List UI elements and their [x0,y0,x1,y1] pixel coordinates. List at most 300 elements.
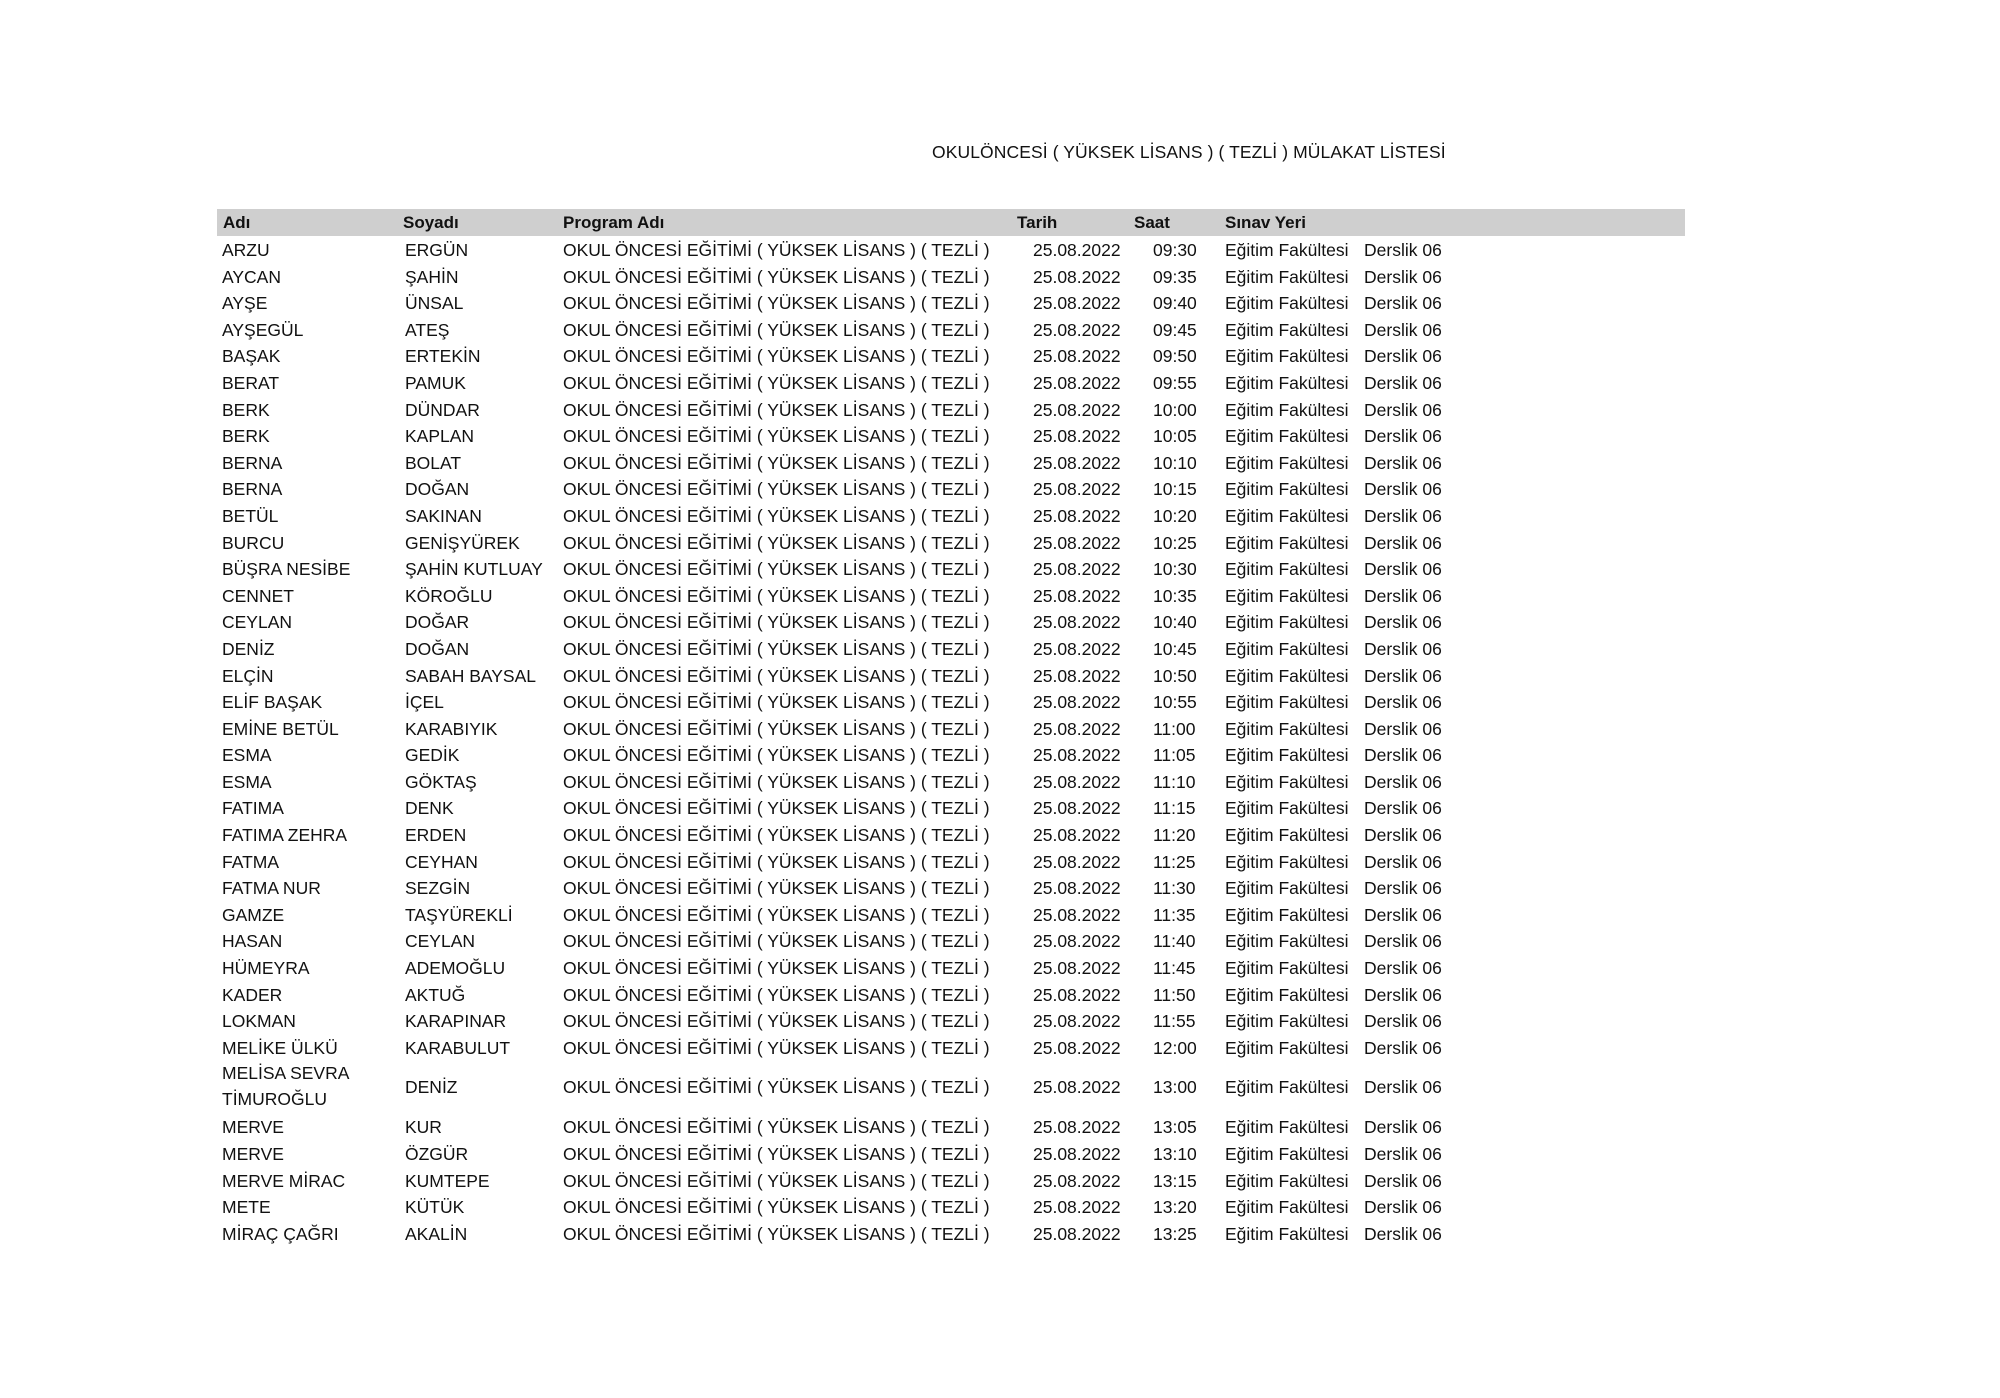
cell-fakulte: Eğitim Fakültesi [1225,612,1349,633]
cell-derslik: Derslik 06 [1364,692,1442,713]
cell-soyad: ERDEN [405,825,467,846]
cell-tarih: 25.08.2022 [1033,505,1121,526]
header-soyad: Soyadı [403,213,459,232]
cell-ad: MERVE [222,1144,284,1164]
cell-program: OKUL ÖNCESİ EĞİTİMİ ( YÜKSEK LİSANS ) ( TEZLİ ) [563,1037,990,1058]
cell-fakulte: Eğitim Fakültesi [1225,798,1349,819]
cell-ad: BERNA [222,452,283,473]
table-row [217,1113,1685,1140]
cell-soyad: İÇEL [405,692,444,713]
cell-fakulte: Eğitim Fakültesi [1225,771,1349,792]
table-row [217,396,1685,423]
cell-soyad: CEYLAN [405,931,476,952]
cell-derslik: Derslik 06 [1364,479,1442,500]
cell-tarih: 25.08.2022 [1033,825,1121,846]
cell-saat: 09:55 [1153,372,1197,393]
cell-derslik: Derslik 06 [1364,1144,1442,1164]
cell-tarih: 25.08.2022 [1033,1011,1121,1032]
cell-fakulte: Eğitim Fakültesi [1225,1011,1349,1032]
table-row [217,263,1685,290]
cell-ad: BAŞAK [222,346,281,367]
cell-derslik: Derslik 06 [1364,372,1442,393]
cell-tarih: 25.08.2022 [1033,638,1121,659]
cell-ad: ELÇİN [222,665,274,686]
cell-saat: 09:50 [1153,346,1197,367]
cell-soyad: SEZGİN [405,878,471,899]
cell-ad: MELİKE ÜLKÜ [222,1037,338,1058]
cell-derslik: Derslik 06 [1364,984,1442,1005]
table-row [217,1007,1685,1034]
cell-saat: 11:20 [1153,825,1196,846]
cell-saat: 10:20 [1153,505,1197,526]
cell-tarih: 25.08.2022 [1033,771,1121,792]
cell-soyad: DOĞAN [405,638,470,659]
cell-soyad: KÜTÜK [405,1197,465,1218]
cell-saat: 13:20 [1153,1197,1197,1218]
cell-derslik: Derslik 06 [1364,585,1442,606]
cell-program: OKUL ÖNCESİ EĞİTİMİ ( YÜKSEK LİSANS ) ( TEZLİ ) [563,825,990,846]
table-row [217,1193,1685,1220]
cell-fakulte: Eğitim Fakültesi [1225,1144,1349,1164]
table-body [217,236,1685,1246]
cell-program: OKUL ÖNCESİ EĞİTİMİ ( YÜKSEK LİSANS ) ( TEZLİ ) [563,1144,990,1164]
cell-tarih: 25.08.2022 [1033,559,1121,580]
cell-soyad: GÖKTAŞ [405,771,477,792]
cell-ad: BERK [222,426,270,447]
cell-program: OKUL ÖNCESİ EĞİTİMİ ( YÜKSEK LİSANS ) ( TEZLİ ) [563,1170,990,1191]
cell-ad: ESMA [222,771,272,792]
cell-saat: 11:25 [1153,851,1196,872]
cell-soyad: PAMUK [405,372,466,393]
cell-tarih: 25.08.2022 [1033,1037,1121,1058]
cell-ad: DENİZ [222,638,275,659]
table-row [217,342,1685,369]
cell-derslik: Derslik 06 [1364,612,1442,633]
cell-soyad: DÜNDAR [405,399,480,420]
table-row [217,529,1685,556]
cell-saat: 13:25 [1153,1223,1197,1244]
cell-soyad: ERGÜN [405,240,469,260]
cell-saat: 09:40 [1153,293,1197,314]
cell-tarih: 25.08.2022 [1033,319,1121,340]
cell-program: OKUL ÖNCESİ EĞİTİMİ ( YÜKSEK LİSANS ) ( TEZLİ ) [563,771,990,792]
cell-fakulte: Eğitim Fakültesi [1225,293,1349,314]
table-row [217,1220,1685,1247]
table-row [217,582,1685,609]
cell-derslik: Derslik 06 [1364,1197,1442,1218]
cell-derslik: Derslik 06 [1364,426,1442,447]
cell-soyad: KARABULUT [405,1037,511,1058]
cell-derslik: Derslik 06 [1364,399,1442,420]
cell-derslik: Derslik 06 [1364,878,1442,899]
table-row [217,502,1685,529]
cell-tarih: 25.08.2022 [1033,1117,1121,1138]
cell-saat: 11:55 [1153,1011,1196,1032]
cell-derslik: Derslik 06 [1364,240,1442,260]
cell-program: OKUL ÖNCESİ EĞİTİMİ ( YÜKSEK LİSANS ) ( TEZLİ ) [563,638,990,659]
cell-soyad: SABAH BAYSAL [405,665,536,686]
cell-fakulte: Eğitim Fakültesi [1225,878,1349,899]
cell-tarih: 25.08.2022 [1033,718,1121,739]
table-row [217,848,1685,875]
cell-program: OKUL ÖNCESİ EĞİTİMİ ( YÜKSEK LİSANS ) ( TEZLİ ) [563,612,990,633]
table-header [217,209,1685,236]
cell-fakulte: Eğitim Fakültesi [1225,426,1349,447]
table-row [217,316,1685,343]
cell-fakulte: Eğitim Fakültesi [1225,904,1349,925]
cell-ad: HÜMEYRA [222,958,310,979]
cell-program: OKUL ÖNCESİ EĞİTİMİ ( YÜKSEK LİSANS ) ( TEZLİ ) [563,1197,990,1218]
cell-program: OKUL ÖNCESİ EĞİTİMİ ( YÜKSEK LİSANS ) ( TEZLİ ) [563,1223,990,1244]
cell-fakulte: Eğitim Fakültesi [1225,958,1349,979]
cell-derslik: Derslik 06 [1364,745,1442,766]
cell-program: OKUL ÖNCESİ EĞİTİMİ ( YÜKSEK LİSANS ) ( TEZLİ ) [563,532,990,553]
cell-tarih: 25.08.2022 [1033,1077,1121,1098]
table-row [217,981,1685,1008]
cell-derslik: Derslik 06 [1364,958,1442,979]
cell-saat: 11:15 [1153,798,1196,819]
cell-program: OKUL ÖNCESİ EĞİTİMİ ( YÜKSEK LİSANS ) ( TEZLİ ) [563,1011,990,1032]
cell-ad: ELİF BAŞAK [222,692,323,713]
cell-fakulte: Eğitim Fakültesi [1225,984,1349,1005]
cell-fakulte: Eğitim Fakültesi [1225,745,1349,766]
cell-fakulte: Eğitim Fakültesi [1225,240,1349,260]
table-row [217,635,1685,662]
cell-derslik: Derslik 06 [1364,638,1442,659]
cell-program: OKUL ÖNCESİ EĞİTİMİ ( YÜKSEK LİSANS ) ( TEZLİ ) [563,319,990,340]
header-ad: Adı [223,213,251,232]
cell-program: OKUL ÖNCESİ EĞİTİMİ ( YÜKSEK LİSANS ) ( TEZLİ ) [563,878,990,899]
cell-derslik: Derslik 06 [1364,559,1442,580]
cell-fakulte: Eğitim Fakültesi [1225,452,1349,473]
cell-soyad: ATEŞ [405,319,450,340]
cell-fakulte: Eğitim Fakültesi [1225,346,1349,367]
cell-soyad: ŞAHİN KUTLUAY [405,559,543,580]
cell-tarih: 25.08.2022 [1033,240,1121,260]
cell-fakulte: Eğitim Fakültesi [1225,1197,1349,1218]
cell-tarih: 25.08.2022 [1033,904,1121,925]
cell-derslik: Derslik 06 [1364,1117,1442,1138]
cell-fakulte: Eğitim Fakültesi [1225,1037,1349,1058]
cell-program: OKUL ÖNCESİ EĞİTİMİ ( YÜKSEK LİSANS ) ( TEZLİ ) [563,692,990,713]
cell-derslik: Derslik 06 [1364,771,1442,792]
cell-program: OKUL ÖNCESİ EĞİTİMİ ( YÜKSEK LİSANS ) ( TEZLİ ) [563,559,990,580]
cell-derslik: Derslik 06 [1364,851,1442,872]
cell-saat: 10:05 [1153,426,1197,447]
table-row [217,927,1685,954]
cell-ad: AYCAN [222,266,281,287]
cell-soyad: KARABIYIK [405,718,498,739]
cell-derslik: Derslik 06 [1364,346,1442,367]
cell-program: OKUL ÖNCESİ EĞİTİMİ ( YÜKSEK LİSANS ) ( TEZLİ ) [563,505,990,526]
cell-tarih: 25.08.2022 [1033,479,1121,500]
cell-soyad: BOLAT [405,452,462,473]
cell-soyad: KAPLAN [405,426,475,447]
cell-fakulte: Eğitim Fakültesi [1225,266,1349,287]
cell-tarih: 25.08.2022 [1033,372,1121,393]
cell-tarih: 25.08.2022 [1033,585,1121,606]
cell-program: OKUL ÖNCESİ EĞİTİMİ ( YÜKSEK LİSANS ) ( TEZLİ ) [563,851,990,872]
cell-tarih: 25.08.2022 [1033,266,1121,287]
cell-tarih: 25.08.2022 [1033,452,1121,473]
cell-saat: 10:10 [1153,452,1197,473]
table-row [217,768,1685,795]
cell-program: OKUL ÖNCESİ EĞİTİMİ ( YÜKSEK LİSANS ) ( TEZLİ ) [563,372,990,393]
cell-ad: MERVE MİRAC [222,1170,346,1191]
cell-soyad: KUMTEPE [405,1170,490,1191]
cell-derslik: Derslik 06 [1364,718,1442,739]
cell-ad: FATMA NUR [222,878,321,899]
cell-ad: BETÜL [222,505,279,526]
cell-ad: HASAN [222,931,283,952]
cell-program: OKUL ÖNCESİ EĞİTİMİ ( YÜKSEK LİSANS ) ( TEZLİ ) [563,798,990,819]
cell-derslik: Derslik 06 [1364,1077,1442,1098]
cell-soyad: KARAPINAR [405,1011,507,1032]
header-tarih: Tarih [1017,213,1058,232]
cell-soyad: GEDİK [405,745,460,766]
table-row [217,954,1685,981]
cell-ad: CEYLAN [222,612,293,633]
cell-soyad: KUR [405,1117,442,1138]
cell-ad: LOKMAN [222,1011,296,1032]
cell-ad: CENNET [222,585,294,606]
table-row [217,794,1685,821]
header-saat: Saat [1134,213,1170,232]
cell-tarih: 25.08.2022 [1033,612,1121,633]
cell-fakulte: Eğitim Fakültesi [1225,399,1349,420]
cell-tarih: 25.08.2022 [1033,745,1121,766]
table-row [217,821,1685,848]
cell-derslik: Derslik 06 [1364,452,1442,473]
cell-ad: EMİNE BETÜL [222,718,339,739]
cell-fakulte: Eğitim Fakültesi [1225,1223,1349,1244]
cell-fakulte: Eğitim Fakültesi [1225,1077,1349,1098]
cell-saat: 11:35 [1153,904,1196,925]
cell-tarih: 25.08.2022 [1033,665,1121,686]
cell-fakulte: Eğitim Fakültesi [1225,1170,1349,1191]
cell-ad: MELİSA SEVRA TİMUROĞLU [222,1063,349,1110]
cell-saat: 11:40 [1153,931,1196,952]
cell-derslik: Derslik 06 [1364,1037,1442,1058]
cell-saat: 10:35 [1153,585,1197,606]
cell-soyad: SAKINAN [405,505,482,526]
cell-soyad: ADEMOĞLU [405,958,506,979]
cell-fakulte: Eğitim Fakültesi [1225,559,1349,580]
cell-saat: 10:50 [1153,665,1197,686]
cell-fakulte: Eğitim Fakültesi [1225,638,1349,659]
cell-soyad: TAŞYÜREKLİ [405,904,513,925]
cell-saat: 10:45 [1153,638,1197,659]
cell-saat: 10:40 [1153,612,1197,633]
cell-saat: 10:25 [1153,532,1197,553]
cell-derslik: Derslik 06 [1364,505,1442,526]
cell-program: OKUL ÖNCESİ EĞİTİMİ ( YÜKSEK LİSANS ) ( TEZLİ ) [563,904,990,925]
cell-tarih: 25.08.2022 [1033,958,1121,979]
cell-derslik: Derslik 06 [1364,532,1442,553]
cell-tarih: 25.08.2022 [1033,399,1121,420]
cell-ad: BÜŞRA NESİBE [222,559,351,580]
cell-ad: BERAT [222,372,280,393]
cell-tarih: 25.08.2022 [1033,984,1121,1005]
cell-derslik: Derslik 06 [1364,665,1442,686]
cell-program: OKUL ÖNCESİ EĞİTİMİ ( YÜKSEK LİSANS ) ( TEZLİ ) [563,665,990,686]
cell-saat: 12:00 [1153,1037,1197,1058]
cell-tarih: 25.08.2022 [1033,1144,1121,1164]
cell-saat: 11:45 [1153,958,1196,979]
cell-ad: GAMZE [222,904,285,925]
table-row [217,475,1685,502]
cell-soyad: DENİZ [405,1077,458,1098]
cell-fakulte: Eğitim Fakültesi [1225,532,1349,553]
cell-tarih: 25.08.2022 [1033,851,1121,872]
cell-tarih: 25.08.2022 [1033,532,1121,553]
cell-soyad: ŞAHİN [405,266,459,287]
cell-program: OKUL ÖNCESİ EĞİTİMİ ( YÜKSEK LİSANS ) ( TEZLİ ) [563,1077,990,1098]
cell-saat: 13:10 [1153,1144,1197,1164]
table-row [217,1140,1685,1167]
table-row [217,1034,1685,1061]
cell-ad: ESMA [222,745,272,766]
cell-saat: 10:55 [1153,692,1197,713]
table-row [217,422,1685,449]
cell-soyad: GENİŞYÜREK [405,532,520,553]
table-row [217,1167,1685,1194]
cell-ad: MERVE [222,1117,284,1138]
cell-program: OKUL ÖNCESİ EĞİTİMİ ( YÜKSEK LİSANS ) ( TEZLİ ) [563,1117,990,1138]
cell-saat: 09:45 [1153,319,1197,340]
cell-saat: 11:10 [1153,771,1196,792]
interview-table [217,209,1685,1246]
cell-derslik: Derslik 06 [1364,904,1442,925]
cell-soyad: CEYHAN [405,851,478,872]
cell-ad: METE [222,1197,271,1218]
cell-derslik: Derslik 06 [1364,825,1442,846]
cell-tarih: 25.08.2022 [1033,346,1121,367]
cell-derslik: Derslik 06 [1364,798,1442,819]
cell-soyad: DOĞAR [405,612,470,633]
cell-saat: 11:05 [1153,745,1196,766]
cell-tarih: 25.08.2022 [1033,1170,1121,1191]
cell-saat: 11:30 [1153,878,1196,899]
cell-saat: 13:05 [1153,1117,1197,1138]
cell-program: OKUL ÖNCESİ EĞİTİMİ ( YÜKSEK LİSANS ) ( TEZLİ ) [563,718,990,739]
cell-soyad: DENK [405,798,454,819]
cell-derslik: Derslik 06 [1364,1223,1442,1244]
cell-ad: FATIMA [222,798,284,819]
cell-ad: FATIMA ZEHRA [222,825,348,846]
cell-saat: 13:15 [1153,1170,1197,1191]
cell-fakulte: Eğitim Fakültesi [1225,372,1349,393]
cell-fakulte: Eğitim Fakültesi [1225,931,1349,952]
cell-tarih: 25.08.2022 [1033,426,1121,447]
header-program: Program Adı [563,213,665,232]
cell-ad: AYŞE [222,293,268,314]
cell-program: OKUL ÖNCESİ EĞİTİMİ ( YÜKSEK LİSANS ) ( TEZLİ ) [563,958,990,979]
cell-fakulte: Eğitim Fakültesi [1225,505,1349,526]
cell-soyad: ÜNSAL [405,293,464,314]
cell-saat: 11:00 [1153,718,1196,739]
cell-tarih: 25.08.2022 [1033,293,1121,314]
table-row [217,1060,1685,1113]
cell-saat: 09:35 [1153,266,1197,287]
cell-derslik: Derslik 06 [1364,293,1442,314]
table-row [217,449,1685,476]
table-row [217,874,1685,901]
cell-tarih: 25.08.2022 [1033,1197,1121,1218]
cell-derslik: Derslik 06 [1364,1011,1442,1032]
header-sinav-yeri: Sınav Yeri [1225,213,1306,232]
cell-soyad: AKTUĞ [405,984,466,1005]
cell-ad: MİRAÇ ÇAĞRI [222,1223,339,1244]
table-row [217,715,1685,742]
cell-tarih: 25.08.2022 [1033,798,1121,819]
cell-program: OKUL ÖNCESİ EĞİTİMİ ( YÜKSEK LİSANS ) ( TEZLİ ) [563,266,990,287]
cell-saat: 10:15 [1153,479,1197,500]
table-row [217,289,1685,316]
cell-saat: 10:00 [1153,399,1197,420]
cell-derslik: Derslik 06 [1364,931,1442,952]
cell-program: OKUL ÖNCESİ EĞİTİMİ ( YÜKSEK LİSANS ) ( TEZLİ ) [563,399,990,420]
cell-fakulte: Eğitim Fakültesi [1225,851,1349,872]
cell-ad: FATMA [222,851,280,872]
cell-program: OKUL ÖNCESİ EĞİTİMİ ( YÜKSEK LİSANS ) ( TEZLİ ) [563,240,990,260]
cell-fakulte: Eğitim Fakültesi [1225,718,1349,739]
cell-ad: ARZU [222,240,270,260]
table-row [217,688,1685,715]
table-row [217,741,1685,768]
cell-program: OKUL ÖNCESİ EĞİTİMİ ( YÜKSEK LİSANS ) ( TEZLİ ) [563,479,990,500]
cell-saat: 10:30 [1153,559,1197,580]
cell-program: OKUL ÖNCESİ EĞİTİMİ ( YÜKSEK LİSANS ) ( TEZLİ ) [563,585,990,606]
cell-soyad: AKALİN [405,1223,468,1244]
table-row [217,901,1685,928]
cell-ad: BURCU [222,532,285,553]
cell-soyad: ÖZGÜR [405,1144,469,1164]
table-row [217,236,1685,263]
cell-fakulte: Eğitim Fakültesi [1225,479,1349,500]
cell-ad: KADER [222,984,283,1005]
cell-tarih: 25.08.2022 [1033,931,1121,952]
cell-fakulte: Eğitim Fakültesi [1225,585,1349,606]
cell-program: OKUL ÖNCESİ EĞİTİMİ ( YÜKSEK LİSANS ) ( TEZLİ ) [563,426,990,447]
cell-tarih: 25.08.2022 [1033,692,1121,713]
cell-fakulte: Eğitim Fakültesi [1225,1117,1349,1138]
cell-saat: 13:00 [1153,1077,1197,1098]
table-row [217,608,1685,635]
table-row [217,662,1685,689]
cell-saat: 09:30 [1153,240,1197,260]
cell-ad: BERK [222,399,270,420]
cell-fakulte: Eğitim Fakültesi [1225,692,1349,713]
table-row [217,369,1685,396]
cell-derslik: Derslik 06 [1364,1170,1442,1191]
cell-saat: 11:50 [1153,984,1196,1005]
cell-program: OKUL ÖNCESİ EĞİTİMİ ( YÜKSEK LİSANS ) ( TEZLİ ) [563,452,990,473]
cell-program: OKUL ÖNCESİ EĞİTİMİ ( YÜKSEK LİSANS ) ( TEZLİ ) [563,346,990,367]
cell-program: OKUL ÖNCESİ EĞİTİMİ ( YÜKSEK LİSANS ) ( TEZLİ ) [563,293,990,314]
table-row [217,555,1685,582]
cell-derslik: Derslik 06 [1364,266,1442,287]
cell-program: OKUL ÖNCESİ EĞİTİMİ ( YÜKSEK LİSANS ) ( TEZLİ ) [563,745,990,766]
page-title: OKULÖNCESİ ( YÜKSEK LİSANS ) ( TEZLİ ) MÜLAKAT LİSTESİ [932,142,1446,162]
cell-program: OKUL ÖNCESİ EĞİTİMİ ( YÜKSEK LİSANS ) ( TEZLİ ) [563,931,990,952]
cell-fakulte: Eğitim Fakültesi [1225,319,1349,340]
cell-soyad: ERTEKİN [405,346,481,367]
cell-soyad: KÖROĞLU [405,585,493,606]
cell-tarih: 25.08.2022 [1033,878,1121,899]
cell-fakulte: Eğitim Fakültesi [1225,665,1349,686]
cell-tarih: 25.08.2022 [1033,1223,1121,1244]
